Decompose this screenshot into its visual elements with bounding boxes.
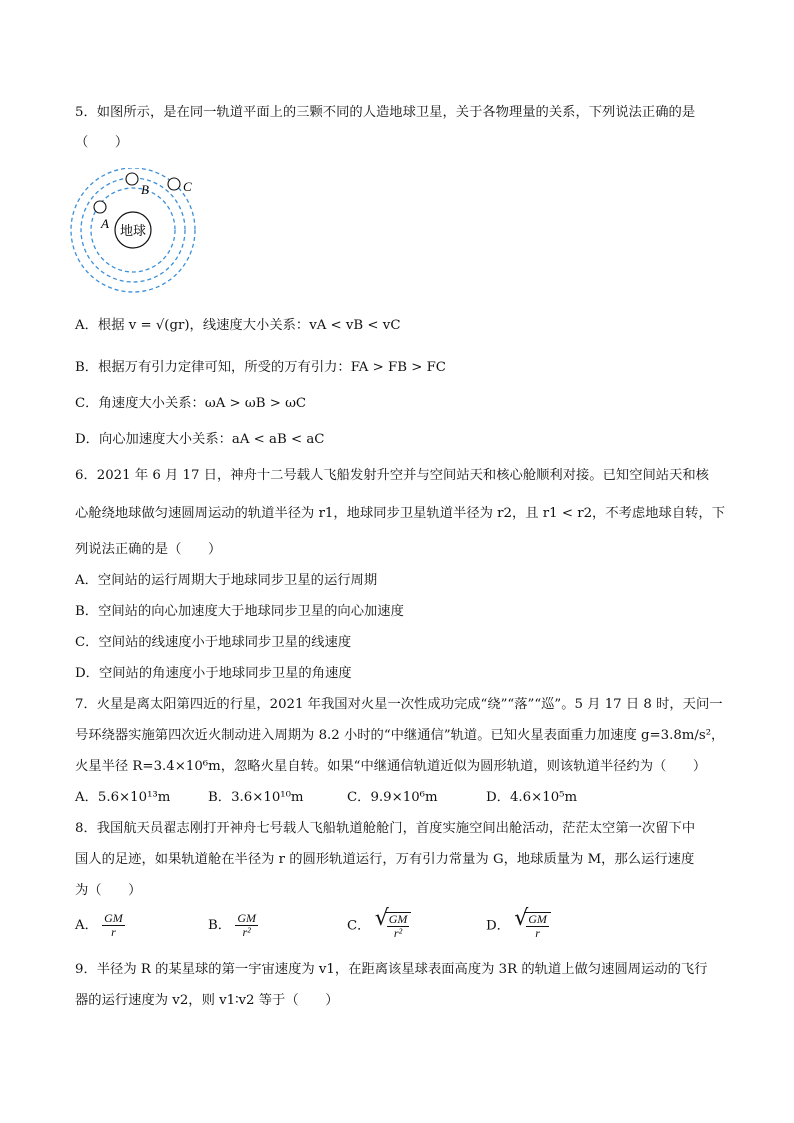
q6-line3: 列说法正确的是（ ） xyxy=(75,542,222,557)
q5-option-d: D．向心加速度大小关系：aA < aB < aC xyxy=(75,432,325,447)
q8-option-c-label: C． xyxy=(347,918,371,934)
fraction-gm-over-r2 xyxy=(235,912,258,939)
orbit-diagram xyxy=(70,168,200,298)
satellite-c xyxy=(168,178,180,190)
q7-line1: 7．火星是离太阳第四近的行星，2021 年我国对火星一次性成功完成“绕”“落”“巡”。5 月 17 日 8 时，天问一 xyxy=(75,697,723,712)
frac-den: r xyxy=(111,925,116,939)
q8-option-b-label: B． xyxy=(208,918,232,933)
q8-option-b xyxy=(208,912,258,939)
frac-den: r² xyxy=(242,925,251,939)
q8-option-a-label: A． xyxy=(75,918,98,933)
frac-num: GM xyxy=(528,912,547,926)
frac-den: r² xyxy=(393,926,403,940)
q5-option-c: C．角速度大小关系：ωA > ωB > ωC xyxy=(75,396,307,411)
frac-num: GM xyxy=(237,911,256,925)
orbit-figure xyxy=(70,168,200,298)
q7-option-d: D．4.6×10⁵m xyxy=(486,790,578,805)
q6-line1: 6．2021 年 6 月 17 日，神舟十二号载人飞船发射升空并与空间站天和核心舱顺利对接。已知空间站天和核 xyxy=(75,468,709,483)
label-c: C xyxy=(183,179,192,194)
q5-option-b: B．根据万有引力定律可知，所受的万有引力：FA > FB > FC xyxy=(75,360,446,375)
q5-option-a: A．根据 v = √(gr)，线速度大小关系：vA < vB < vC xyxy=(75,318,401,333)
sqrt-gm-over-r xyxy=(514,906,551,940)
frac-num: GM xyxy=(388,912,408,926)
q7-line3: 火星半径 R=3.4×10⁶m，忽略火星自转。如果“中继通信轨道近似为圆形轨道，则该轨道半径约为（ ） xyxy=(75,759,707,774)
q8-option-d-label: D． xyxy=(486,918,510,934)
q8-line1: 8．我国航天员翟志刚打开神舟七号载人飞船轨道舱舱门，首度实施空间出舱活动，茫茫太空第一次留下中 xyxy=(75,821,696,836)
q9-line1: 9．半径为 R 的某星球的第一宇宙速度为 v1，在距离该星球表面高度为 3R 的轨道上做匀速圆周运动的飞行 xyxy=(75,962,708,977)
q6-option-d: D．空间站的角速度小于地球同步卫星的角速度 xyxy=(75,666,352,681)
q7-option-a: A．5.6×10¹³m xyxy=(75,790,171,805)
satellite-b xyxy=(126,173,138,185)
q8-option-a xyxy=(75,912,125,939)
earth-label: 地球 xyxy=(119,224,147,239)
q5-paren: （ ） xyxy=(75,135,129,150)
q8-line3: 为（ ） xyxy=(75,883,142,898)
q8-option-d xyxy=(486,906,551,940)
q5-stem: 5．如图所示，是在同一轨道平面上的三颗不同的人造地球卫星，关于各物理量的关系，下列说法正确的是 xyxy=(75,105,696,120)
fraction-gm-over-r xyxy=(102,912,125,939)
sqrt-gm-over-r2 xyxy=(374,906,412,940)
q8-option-c xyxy=(347,906,411,940)
q6-option-c: C．空间站的线速度小于地球同步卫星的线速度 xyxy=(75,635,352,650)
q9-line2: 器的运行速度为 v2，则 v1∶v2 等于（ ） xyxy=(75,993,339,1008)
label-a: A xyxy=(101,216,109,231)
q8-line2: 国人的足迹，如果轨道舱在半径为 r 的圆形轨道运行，万有引力常量为 G，地球质量为 M，那么运行速度 xyxy=(75,852,695,867)
q7-option-b: B．3.6×10¹⁰m xyxy=(208,790,304,805)
q7-option-c: C．9.9×10⁶m xyxy=(347,790,438,805)
frac-den: r xyxy=(535,926,540,940)
q6-line2: 心舱绕地球做匀速圆周运动的轨道半径为 r1，地球同步卫星轨道半径为 r2，且 r1 < r2，不考虑地球自转，下 xyxy=(75,506,726,521)
q6-option-b: B．空间站的向心加速度大于地球同步卫星的向心加速度 xyxy=(75,604,404,619)
q6-option-a: A．空间站的运行周期大于地球同步卫星的运行周期 xyxy=(75,573,378,588)
label-b: B xyxy=(141,182,149,197)
radical-icon: √ xyxy=(514,906,529,931)
q7-line2: 号环绕器实施第四次近火制动进入周期为 8.2 小时的“中继通信”轨道。已知火星表面重力加速度 g=3.8m/s²， xyxy=(75,728,725,743)
radical-icon: √ xyxy=(374,906,389,931)
satellite-a xyxy=(94,201,106,213)
frac-num: GM xyxy=(104,911,123,925)
